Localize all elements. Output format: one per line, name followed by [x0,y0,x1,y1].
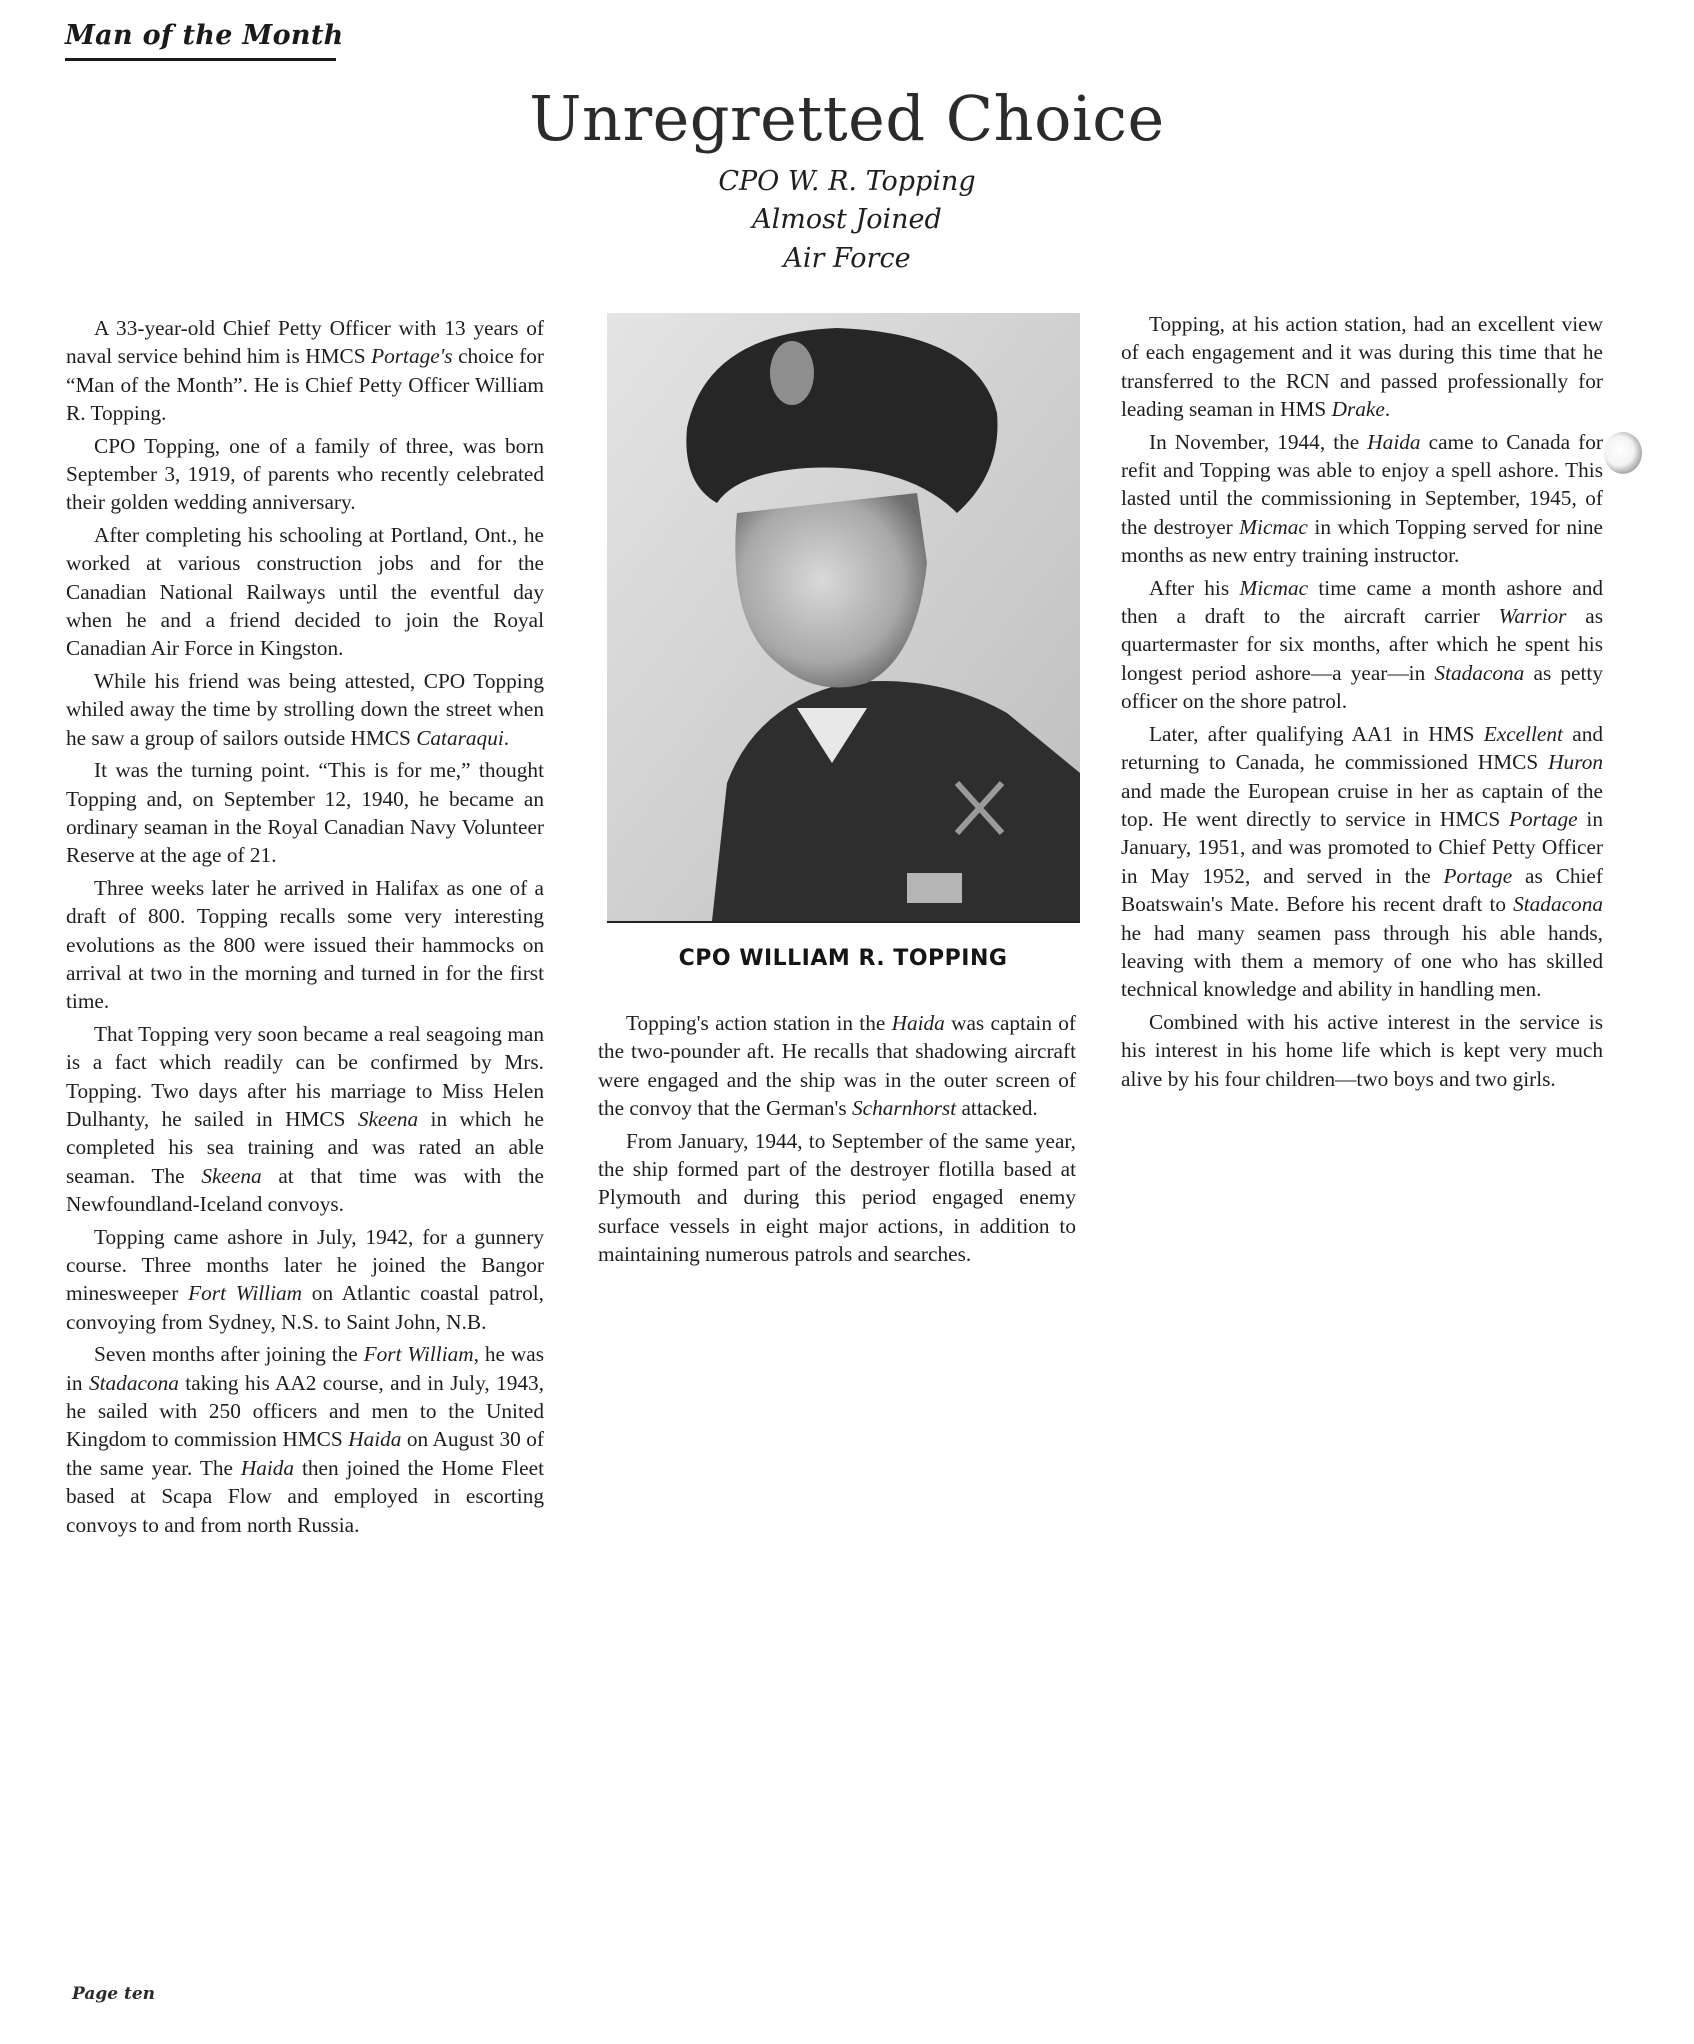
article-paragraph [598,1127,1076,1269]
ship-name: Skeena [201,1163,262,1188]
article-paragraph [1121,720,1603,1004]
ship-name: Excellent [1483,721,1563,746]
paragraph-text: It was the turning point. “This is for me,” thought Topping and, on September 12, 1940, he became an ordinary seaman in the Royal Canadian Navy Volunteer Reserve at the age of 21. [66,758,544,868]
article-paragraph [1121,1008,1603,1093]
ship-name: Scharnhorst [852,1096,957,1121]
article-paragraph [598,1009,1076,1123]
paragraph-text: choice for “Man of the Month”. He is Chief Petty Officer William R. Topping. [66,344,544,426]
paragraph-text: In November, 1944, the [1149,429,1368,454]
subheadline-line-3: Air Force [783,243,911,274]
paragraph-text: on August 30 of the same year. The [66,1427,544,1480]
paragraph-text: Later, after qualifying AA1 in HMS [1149,721,1484,746]
paragraph-text: as petty officer on the shore patrol. [1121,660,1603,714]
cap-badge [770,341,814,405]
article-column-2 [598,1009,1076,1273]
ship-name: Fort William [363,1342,474,1367]
ship-name: Huron [1548,750,1603,775]
ship-name: Warrior [1498,604,1567,629]
article-paragraph [1121,574,1603,716]
paragraph-text: After completing his schooling at Portland, Ont., he worked at various construction jobs and for the Canadian National Railways until the eventful day when he and a friend decided to join the Royal Canadian Air Force in Kingston. [66,522,544,661]
ship-name: Haida [891,1011,945,1035]
punched-hole [1604,432,1642,474]
ship-name: Portage [1509,806,1578,831]
portrait-image [607,313,1080,921]
medal-ribbons [907,873,962,903]
article-paragraph [66,314,544,428]
paragraph-text: After his [1149,575,1240,600]
ship-name: Stadacona [1513,892,1603,917]
article-paragraph [66,874,544,1016]
section-label-underline [65,58,336,61]
article-paragraph [66,1020,544,1219]
paragraph-text: in which Topping served for nine months as new entry training instructor. [1121,514,1603,568]
ship-name: Stadacona [1434,660,1525,685]
paragraph-text: Seven months after joining the [94,1342,364,1367]
ship-name: Portage [1443,863,1513,888]
ship-name: Stadacona [88,1370,179,1395]
paragraph-text: came to Canada for refit and Topping was able to enjoy a spell ashore. This lasted until the commissioning in September, 1945, of the destroyer [1121,429,1603,539]
ship-name: Micmac [1239,575,1309,600]
article-column-3 [1121,310,1603,1097]
paragraph-text: taking his AA2 course, and in July, 1943, he sailed with 250 officers and men to the United Kingdom to commission HMCS [66,1370,544,1452]
paragraph-text: A 33-year-old Chief Petty Officer with 13 years of naval service behind him is HMCS [66,316,544,369]
article-paragraph [66,1340,544,1539]
portrait-photo [607,313,1080,923]
paragraph-text: as Chief Boatswain's Mate. Before his recent draft to [1121,863,1603,917]
article-paragraph [66,1223,544,1337]
paragraph-text: was captain of the two-pounder aft. He recalls that shadowing aircraft were engaged and the ship was in the outer screen of the convoy that the German's [598,1011,1076,1121]
article-paragraph [1121,310,1603,424]
subheadline-line-1: CPO W. R. Topping [718,166,976,197]
paragraph-text: in January, 1951, and was promoted to Chief Petty Officer in May 1952, and served in the [1121,806,1603,888]
ship-name: Haida [240,1455,295,1480]
paragraph-text: attacked. [956,1096,1038,1121]
ship-name: Cataraqui [416,725,504,750]
paragraph-text: time came a month ashore and then a draft to the aircraft carrier [1121,575,1604,629]
page-number: Page ten [72,1984,155,2004]
paragraph-text: on Atlantic coastal patrol, convoying from Sydney, N.S. to Saint John, N.B. [66,1281,544,1334]
headline: Unregretted Choice [529,82,1165,155]
paragraph-text: in which he completed his sea training and was rated an able seaman. The [66,1106,545,1188]
section-label: Man of the Month [65,20,344,51]
paragraph-text: . [503,725,510,750]
paragraph-text: From January, 1944, to September of the same year, the ship formed part of the destroyer flotilla based at Plymouth and during this period engaged enemy surface vessels in eight major actions, in addition to maintaining numerous patrols and searches. [598,1128,1076,1267]
paragraph-text: as quartermaster for six months, after which he spent his longest period ashore—a year—in [1121,604,1603,685]
article-paragraph [66,667,544,752]
paragraph-text: Topping's action station in the [626,1011,892,1035]
ship-name: Micmac [1239,514,1308,539]
paragraph-text: That Topping very soon became a real seagoing man is a fact which readily can be confirmed by Mrs. Topping. Two days after his marriage to Miss Helen Dulhanty, he sailed in HMCS [66,1021,544,1131]
ship-name: Haida [348,1427,402,1452]
paragraph-text: Three weeks later he arrived in Halifax as one of a draft of 800. Topping recalls some very interesting evolutions as the 800 were issued their hammocks on arrival at two in the morning and turned in for the first time. [66,875,544,1014]
subheadline-line-2: Almost Joined [752,204,942,235]
ship-name: Fort William [188,1281,303,1306]
paragraph-text: then joined the Home Fleet based at Scapa Flow and employed in escorting convoys to and from north Russia. [66,1455,544,1537]
paragraph-text: . [1384,397,1391,422]
article-paragraph [66,521,544,663]
ship-name: Portage's [371,344,453,369]
paragraph-text: While his friend was being attested, CPO Topping whiled away the time by strolling down the street when he saw a group of sailors outside HMCS [66,668,544,750]
paragraph-text: Topping, at his action station, had an excellent view of each engagement and it was during this time that he transferred to the RCN and passed professionally for leading seaman in HMS [1121,312,1603,422]
ship-name: Drake [1331,397,1385,422]
paragraph-text: and returning to Canada, he commissioned HMCS [1121,721,1604,775]
paragraph-text: , he was in [66,1342,544,1395]
ship-name: Haida [1367,429,1421,454]
photo-caption: CPO WILLIAM R. TOPPING [678,946,1008,971]
article-column-1 [66,314,544,1543]
article-paragraph [1121,428,1603,570]
paragraph-text: at that time was with the Newfoundland-Iceland convoys. [66,1163,544,1217]
paragraph-text: Topping came ashore in July, 1942, for a gunnery course. Three months later he joined the Bangor minesweeper [66,1224,544,1306]
ship-name: Skeena [357,1106,419,1131]
article-paragraph [66,756,544,870]
paragraph-text: he had many seamen pass through his able hands, leaving with them a memory of one who has skilled technical knowledge and ability in handling men. [1121,920,1603,1002]
paragraph-text: CPO Topping, one of a family of three, was born September 3, 1919, of parents who recently celebrated their golden wedding anniversary. [66,433,544,515]
paragraph-text: Combined with his active interest in the service is his interest in his home life which is kept very much alive by his four children—two boys and two girls. [1121,1009,1603,1091]
article-paragraph [66,432,544,517]
paragraph-text: and made the European cruise in her as captain of the top. He went directly to service in HMCS [1121,778,1603,831]
